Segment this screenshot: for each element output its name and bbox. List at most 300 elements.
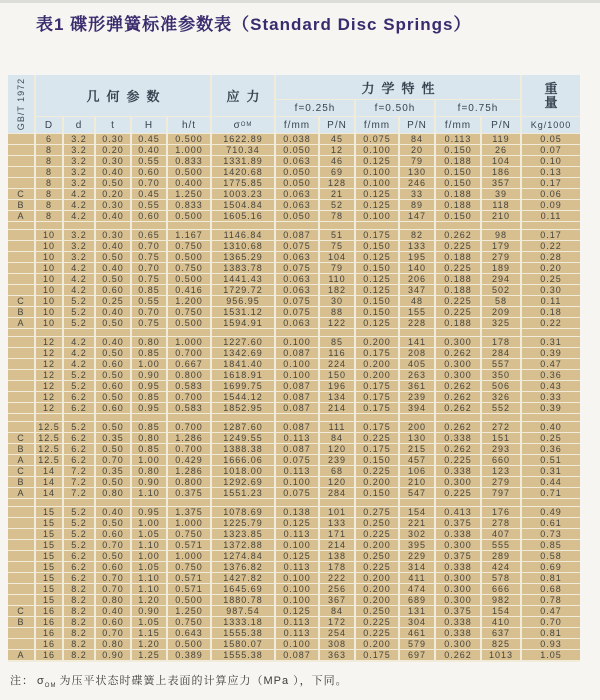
cell-sigma-OM: 1146.84 bbox=[212, 230, 274, 240]
cell-P-025h: 214 bbox=[320, 403, 354, 413]
cell-h-t: 0.375 bbox=[168, 488, 210, 498]
cell-f-050h: 0.250 bbox=[356, 551, 398, 561]
cell-D: 10 bbox=[36, 241, 62, 251]
cell-sigma-OM: 1292.69 bbox=[212, 477, 274, 487]
cell-t: 0.60 bbox=[96, 617, 130, 627]
cell-P-075h: 506 bbox=[482, 381, 520, 391]
cell-P-075h: 293 bbox=[482, 444, 520, 454]
cell-P-025h: 134 bbox=[320, 392, 354, 402]
cell-f-075h: 0.300 bbox=[436, 639, 480, 649]
cell-kg-per-1000: 0.13 bbox=[522, 167, 580, 177]
cell-sigma-OM: 1841.40 bbox=[212, 359, 274, 369]
cell-h-t: 0.429 bbox=[168, 455, 210, 465]
cell-D: 15 bbox=[36, 562, 62, 572]
table-row bbox=[8, 348, 580, 358]
cell-mark: A bbox=[8, 455, 34, 465]
cell-mark bbox=[8, 230, 34, 240]
cell-f-025h: 0.050 bbox=[276, 211, 318, 221]
cell-P-075h: 210 bbox=[482, 211, 520, 221]
cell-t: 0.30 bbox=[96, 134, 130, 144]
cell-f-025h: 0.075 bbox=[276, 488, 318, 498]
header-geometry: 几何参数 bbox=[36, 75, 210, 116]
cell-D: 12 bbox=[36, 337, 62, 347]
disc-spring-table bbox=[8, 75, 580, 662]
cell-h-t: 0.750 bbox=[168, 241, 210, 251]
cell-sigma-OM: 1880.78 bbox=[212, 595, 274, 605]
cell-H: 1.10 bbox=[132, 540, 166, 550]
table-row bbox=[8, 507, 580, 517]
cell-f-050h: 0.225 bbox=[356, 466, 398, 476]
cell-P-075h: 325 bbox=[482, 318, 520, 328]
cell-P-075h: 666 bbox=[482, 584, 520, 594]
cell-H: 0.55 bbox=[132, 156, 166, 166]
cell-P-050h: 405 bbox=[400, 359, 434, 369]
cell-P-050h: 210 bbox=[400, 477, 434, 487]
cell-d: 8.2 bbox=[64, 595, 94, 605]
cell-H: 0.75 bbox=[132, 318, 166, 328]
separator-cell bbox=[36, 329, 62, 336]
cell-f-075h: 0.338 bbox=[436, 617, 480, 627]
cell-sigma-OM: 956.95 bbox=[212, 296, 274, 306]
table-row bbox=[8, 455, 580, 465]
cell-f-025h: 0.087 bbox=[276, 403, 318, 413]
cell-f-025h: 0.113 bbox=[276, 617, 318, 627]
cell-P-025h: 116 bbox=[320, 348, 354, 358]
cell-mark bbox=[8, 337, 34, 347]
cell-f-025h: 0.050 bbox=[276, 178, 318, 188]
cell-P-075h: 189 bbox=[482, 263, 520, 273]
separator-cell bbox=[276, 222, 318, 229]
cell-h-t: 0.400 bbox=[168, 178, 210, 188]
col-header-P-N-3: P/N bbox=[482, 117, 520, 133]
cell-h-t: 1.000 bbox=[168, 551, 210, 561]
cell-sigma-OM: 1249.55 bbox=[212, 433, 274, 443]
separator-cell bbox=[436, 499, 480, 506]
cell-P-075h: 58 bbox=[482, 296, 520, 306]
separator-cell bbox=[64, 222, 94, 229]
cell-kg-per-1000: 0.20 bbox=[522, 263, 580, 273]
cell-d: 6.2 bbox=[64, 551, 94, 561]
cell-f-025h: 0.113 bbox=[276, 433, 318, 443]
cell-h-t: 0.667 bbox=[168, 359, 210, 369]
cell-kg-per-1000: 0.68 bbox=[522, 584, 580, 594]
cell-kg-per-1000: 0.11 bbox=[522, 296, 580, 306]
cell-H: 0.60 bbox=[132, 167, 166, 177]
cell-f-050h: 0.150 bbox=[356, 241, 398, 251]
table-row bbox=[8, 167, 580, 177]
cell-P-050h: 147 bbox=[400, 211, 434, 221]
cell-h-t: 0.500 bbox=[168, 274, 210, 284]
cell-H: 0.90 bbox=[132, 606, 166, 616]
col-header-f-mm-3: f/mm bbox=[436, 117, 480, 133]
cell-kg-per-1000: 0.78 bbox=[522, 595, 580, 605]
col-header-H: H bbox=[132, 117, 166, 133]
cell-kg-per-1000: 0.44 bbox=[522, 477, 580, 487]
cell-H: 0.75 bbox=[132, 274, 166, 284]
cell-h-t: 1.375 bbox=[168, 507, 210, 517]
separator-cell bbox=[132, 222, 166, 229]
cell-f-050h: 0.175 bbox=[356, 422, 398, 432]
table-row bbox=[8, 466, 580, 476]
cell-D: 10 bbox=[36, 318, 62, 328]
table-row bbox=[8, 145, 580, 155]
cell-P-050h: 302 bbox=[400, 529, 434, 539]
cell-mark bbox=[8, 252, 34, 262]
cell-P-050h: 130 bbox=[400, 167, 434, 177]
cell-f-025h: 0.087 bbox=[276, 444, 318, 454]
cell-mark bbox=[8, 241, 34, 251]
cell-f-075h: 0.225 bbox=[436, 488, 480, 498]
cell-t: 0.30 bbox=[96, 156, 130, 166]
cell-P-025h: 79 bbox=[320, 263, 354, 273]
cell-h-t: 1.286 bbox=[168, 466, 210, 476]
cell-d: 6.2 bbox=[64, 562, 94, 572]
cell-f-075h: 0.300 bbox=[436, 584, 480, 594]
standard-label: GB/T 1972 bbox=[16, 77, 26, 131]
cell-H: 0.95 bbox=[132, 507, 166, 517]
cell-P-050h: 200 bbox=[400, 422, 434, 432]
cell-D: 15 bbox=[36, 573, 62, 583]
cell-h-t: 0.750 bbox=[168, 307, 210, 317]
separator-cell bbox=[400, 222, 434, 229]
cell-H: 0.85 bbox=[132, 348, 166, 358]
cell-d: 4.2 bbox=[64, 211, 94, 221]
cell-f-075h: 0.188 bbox=[436, 252, 480, 262]
cell-kg-per-1000: 0.31 bbox=[522, 337, 580, 347]
cell-f-050h: 0.175 bbox=[356, 403, 398, 413]
cell-f-025h: 0.075 bbox=[276, 263, 318, 273]
cell-h-t: 0.389 bbox=[168, 650, 210, 660]
cell-kg-per-1000: 0.36 bbox=[522, 444, 580, 454]
separator-cell bbox=[436, 414, 480, 421]
cell-f-075h: 0.150 bbox=[436, 211, 480, 221]
cell-f-075h: 0.338 bbox=[436, 628, 480, 638]
cell-f-050h: 0.125 bbox=[356, 318, 398, 328]
cell-t: 0.70 bbox=[96, 584, 130, 594]
cell-sigma-OM: 1555.38 bbox=[212, 628, 274, 638]
cell-P-075h: 350 bbox=[482, 370, 520, 380]
cell-P-050h: 314 bbox=[400, 562, 434, 572]
cell-H: 0.55 bbox=[132, 296, 166, 306]
cell-t: 0.60 bbox=[96, 529, 130, 539]
cell-t: 0.60 bbox=[96, 285, 130, 295]
table-row bbox=[8, 518, 580, 528]
cell-sigma-OM: 1699.75 bbox=[212, 381, 274, 391]
cell-P-025h: 122 bbox=[320, 318, 354, 328]
cell-kg-per-1000: 0.70 bbox=[522, 617, 580, 627]
cell-f-025h: 0.063 bbox=[276, 318, 318, 328]
cell-P-025h: 110 bbox=[320, 274, 354, 284]
cell-sigma-OM: 1342.69 bbox=[212, 348, 274, 358]
cell-mark bbox=[8, 392, 34, 402]
table-row bbox=[8, 540, 580, 550]
cell-P-050h: 141 bbox=[400, 337, 434, 347]
footnote bbox=[10, 672, 348, 689]
separator-cell bbox=[96, 414, 130, 421]
cell-P-075h: 278 bbox=[482, 518, 520, 528]
cell-f-050h: 0.200 bbox=[356, 359, 398, 369]
cell-sigma-OM: 1383.78 bbox=[212, 263, 274, 273]
cell-P-050h: 79 bbox=[400, 156, 434, 166]
separator-cell bbox=[356, 414, 398, 421]
cell-d: 8.2 bbox=[64, 639, 94, 649]
cell-H: 0.95 bbox=[132, 403, 166, 413]
cell-P-025h: 308 bbox=[320, 639, 354, 649]
cell-H: 1.10 bbox=[132, 488, 166, 498]
cell-D: 10 bbox=[36, 296, 62, 306]
cell-d: 4.2 bbox=[64, 348, 94, 358]
cell-P-025h: 104 bbox=[320, 252, 354, 262]
table-row bbox=[8, 529, 580, 539]
cell-P-050h: 140 bbox=[400, 263, 434, 273]
cell-mark bbox=[8, 134, 34, 144]
separator-cell bbox=[356, 222, 398, 229]
cell-D: 16 bbox=[36, 650, 62, 660]
cell-D: 15 bbox=[36, 551, 62, 561]
cell-H: 0.85 bbox=[132, 285, 166, 295]
cell-d: 4.2 bbox=[64, 200, 94, 210]
cell-P-050h: 215 bbox=[400, 444, 434, 454]
cell-sigma-OM: 1666.06 bbox=[212, 455, 274, 465]
cell-d: 3.2 bbox=[64, 252, 94, 262]
table-row bbox=[8, 422, 580, 432]
cell-H: 1.20 bbox=[132, 639, 166, 649]
table-header bbox=[8, 75, 580, 133]
cell-kg-per-1000: 0.25 bbox=[522, 274, 580, 284]
cell-P-025h: 172 bbox=[320, 617, 354, 627]
cell-h-t: 1.000 bbox=[168, 145, 210, 155]
cell-P-050h: 304 bbox=[400, 617, 434, 627]
cell-D: 10 bbox=[36, 252, 62, 262]
cell-P-075h: 289 bbox=[482, 551, 520, 561]
separator-cell bbox=[522, 329, 580, 336]
header-weight-top: 重 bbox=[544, 80, 558, 96]
cell-sigma-OM: 1441.43 bbox=[212, 274, 274, 284]
separator-cell bbox=[276, 329, 318, 336]
group-separator bbox=[8, 414, 580, 421]
cell-sigma-OM: 1852.95 bbox=[212, 403, 274, 413]
cell-H: 0.70 bbox=[132, 241, 166, 251]
cell-mark bbox=[8, 518, 34, 528]
cell-d: 3.2 bbox=[64, 156, 94, 166]
cell-H: 0.90 bbox=[132, 477, 166, 487]
table-row bbox=[8, 595, 580, 605]
cell-sigma-OM: 1078.69 bbox=[212, 507, 274, 517]
cell-P-050h: 131 bbox=[400, 606, 434, 616]
cell-sigma-OM: 710.34 bbox=[212, 145, 274, 155]
cell-sigma-OM: 1555.38 bbox=[212, 650, 274, 660]
cell-d: 7.2 bbox=[64, 466, 94, 476]
cell-t: 0.80 bbox=[96, 639, 130, 649]
cell-t: 0.20 bbox=[96, 189, 130, 199]
separator-cell bbox=[356, 499, 398, 506]
cell-H: 1.05 bbox=[132, 529, 166, 539]
cell-D: 15 bbox=[36, 529, 62, 539]
cell-f-025h: 0.100 bbox=[276, 370, 318, 380]
table-row bbox=[8, 189, 580, 199]
cell-H: 1.20 bbox=[132, 595, 166, 605]
cell-f-075h: 0.300 bbox=[436, 477, 480, 487]
cell-P-025h: 363 bbox=[320, 650, 354, 660]
separator-cell bbox=[212, 329, 274, 336]
cell-d: 5.2 bbox=[64, 422, 94, 432]
cell-h-t: 0.750 bbox=[168, 263, 210, 273]
cell-H: 0.85 bbox=[132, 444, 166, 454]
table-row bbox=[8, 134, 580, 144]
separator-cell bbox=[482, 222, 520, 229]
cell-D: 15 bbox=[36, 507, 62, 517]
col-header-P-N-1: P/N bbox=[320, 117, 354, 133]
table-row bbox=[8, 252, 580, 262]
cell-d: 5.2 bbox=[64, 307, 94, 317]
cell-d: 5.2 bbox=[64, 370, 94, 380]
cell-P-075h: 209 bbox=[482, 307, 520, 317]
cell-P-075h: 502 bbox=[482, 285, 520, 295]
cell-f-075h: 0.188 bbox=[436, 200, 480, 210]
separator-cell bbox=[36, 414, 62, 421]
cell-mark bbox=[8, 263, 34, 273]
separator-cell bbox=[8, 414, 34, 421]
cell-D: 8 bbox=[36, 156, 62, 166]
cell-f-075h: 0.225 bbox=[436, 296, 480, 306]
separator-cell bbox=[276, 414, 318, 421]
cell-f-050h: 0.200 bbox=[356, 370, 398, 380]
cell-f-050h: 0.225 bbox=[356, 433, 398, 443]
cell-t: 0.60 bbox=[96, 403, 130, 413]
cell-t: 0.90 bbox=[96, 650, 130, 660]
cell-P-025h: 367 bbox=[320, 595, 354, 605]
table-row bbox=[8, 381, 580, 391]
cell-t: 0.25 bbox=[96, 296, 130, 306]
cell-f-075h: 0.300 bbox=[436, 595, 480, 605]
cell-P-050h: 133 bbox=[400, 241, 434, 251]
cell-h-t: 0.500 bbox=[168, 167, 210, 177]
col-header-d: d bbox=[64, 117, 94, 133]
cell-P-050h: 461 bbox=[400, 628, 434, 638]
cell-H: 1.00 bbox=[132, 359, 166, 369]
cell-P-075h: 179 bbox=[482, 241, 520, 251]
table-row bbox=[8, 606, 580, 616]
cell-f-075h: 0.225 bbox=[436, 241, 480, 251]
cell-sigma-OM: 1018.00 bbox=[212, 466, 274, 476]
cell-kg-per-1000: 0.49 bbox=[522, 507, 580, 517]
table-row bbox=[8, 337, 580, 347]
cell-kg-per-1000: 0.06 bbox=[522, 189, 580, 199]
cell-f-025h: 0.063 bbox=[276, 252, 318, 262]
table-row bbox=[8, 156, 580, 166]
cell-D: 14 bbox=[36, 488, 62, 498]
cell-sigma-OM: 1225.79 bbox=[212, 518, 274, 528]
cell-sigma-OM: 1376.82 bbox=[212, 562, 274, 572]
cell-D: 10 bbox=[36, 230, 62, 240]
cell-mark bbox=[8, 639, 34, 649]
cell-P-075h: 284 bbox=[482, 348, 520, 358]
cell-P-050h: 246 bbox=[400, 178, 434, 188]
cell-sigma-OM: 1388.38 bbox=[212, 444, 274, 454]
cell-H: 1.00 bbox=[132, 455, 166, 465]
cell-P-050h: 84 bbox=[400, 134, 434, 144]
cell-kg-per-1000: 0.18 bbox=[522, 307, 580, 317]
cell-f-025h: 0.063 bbox=[276, 274, 318, 284]
col-header-f-mm-2: f/mm bbox=[356, 117, 398, 133]
table-row bbox=[8, 617, 580, 627]
cell-P-075h: 637 bbox=[482, 628, 520, 638]
cell-h-t: 1.000 bbox=[168, 518, 210, 528]
cell-t: 0.40 bbox=[96, 263, 130, 273]
cell-sigma-OM: 1729.72 bbox=[212, 285, 274, 295]
header-f-025h: f=0.25h bbox=[276, 100, 354, 116]
cell-D: 8 bbox=[36, 178, 62, 188]
cell-D: 8 bbox=[36, 167, 62, 177]
separator-cell bbox=[522, 414, 580, 421]
cell-H: 0.45 bbox=[132, 134, 166, 144]
cell-mark bbox=[8, 274, 34, 284]
cell-f-050h: 0.225 bbox=[356, 562, 398, 572]
cell-mark bbox=[8, 507, 34, 517]
cell-H: 0.55 bbox=[132, 200, 166, 210]
cell-kg-per-1000: 0.36 bbox=[522, 370, 580, 380]
cell-d: 6.2 bbox=[64, 392, 94, 402]
cell-f-025h: 0.100 bbox=[276, 337, 318, 347]
cell-H: 1.15 bbox=[132, 628, 166, 638]
cell-mark: B bbox=[8, 200, 34, 210]
cell-f-025h: 0.100 bbox=[276, 573, 318, 583]
cell-D: 12 bbox=[36, 392, 62, 402]
cell-kg-per-1000: 0.09 bbox=[522, 200, 580, 210]
cell-P-075h: 410 bbox=[482, 617, 520, 627]
cell-f-025h: 0.100 bbox=[276, 540, 318, 550]
cell-f-025h: 0.050 bbox=[276, 145, 318, 155]
table-row bbox=[8, 639, 580, 649]
cell-f-075h: 0.375 bbox=[436, 606, 480, 616]
cell-f-050h: 0.100 bbox=[356, 178, 398, 188]
cell-P-025h: 78 bbox=[320, 211, 354, 221]
cell-t: 0.30 bbox=[96, 200, 130, 210]
cell-f-025h: 0.113 bbox=[276, 529, 318, 539]
cell-sigma-OM: 1274.84 bbox=[212, 551, 274, 561]
cell-kg-per-1000: 0.25 bbox=[522, 433, 580, 443]
cell-P-050h: 106 bbox=[400, 466, 434, 476]
cell-h-t: 0.833 bbox=[168, 200, 210, 210]
cell-mark bbox=[8, 167, 34, 177]
cell-H: 1.10 bbox=[132, 573, 166, 583]
cell-d: 5.2 bbox=[64, 318, 94, 328]
cell-mark bbox=[8, 381, 34, 391]
cell-D: 10 bbox=[36, 285, 62, 295]
cell-D: 14 bbox=[36, 477, 62, 487]
cell-h-t: 0.500 bbox=[168, 211, 210, 221]
cell-h-t: 0.571 bbox=[168, 573, 210, 583]
separator-cell bbox=[400, 329, 434, 336]
cell-D: 8 bbox=[36, 189, 62, 199]
cell-f-050h: 0.150 bbox=[356, 296, 398, 306]
cell-sigma-OM: 1775.85 bbox=[212, 178, 274, 188]
cell-P-075h: 407 bbox=[482, 529, 520, 539]
cell-f-075h: 0.300 bbox=[436, 359, 480, 369]
separator-cell bbox=[436, 222, 480, 229]
cell-h-t: 0.583 bbox=[168, 381, 210, 391]
separator-cell bbox=[132, 329, 166, 336]
cell-D: 12.5 bbox=[36, 433, 62, 443]
cell-P-075h: 982 bbox=[482, 595, 520, 605]
table-row bbox=[8, 318, 580, 328]
cell-f-050h: 0.175 bbox=[356, 392, 398, 402]
cell-D: 16 bbox=[36, 617, 62, 627]
cell-mark bbox=[8, 551, 34, 561]
cell-P-025h: 84 bbox=[320, 606, 354, 616]
cell-H: 1.00 bbox=[132, 518, 166, 528]
cell-f-025h: 0.075 bbox=[276, 241, 318, 251]
